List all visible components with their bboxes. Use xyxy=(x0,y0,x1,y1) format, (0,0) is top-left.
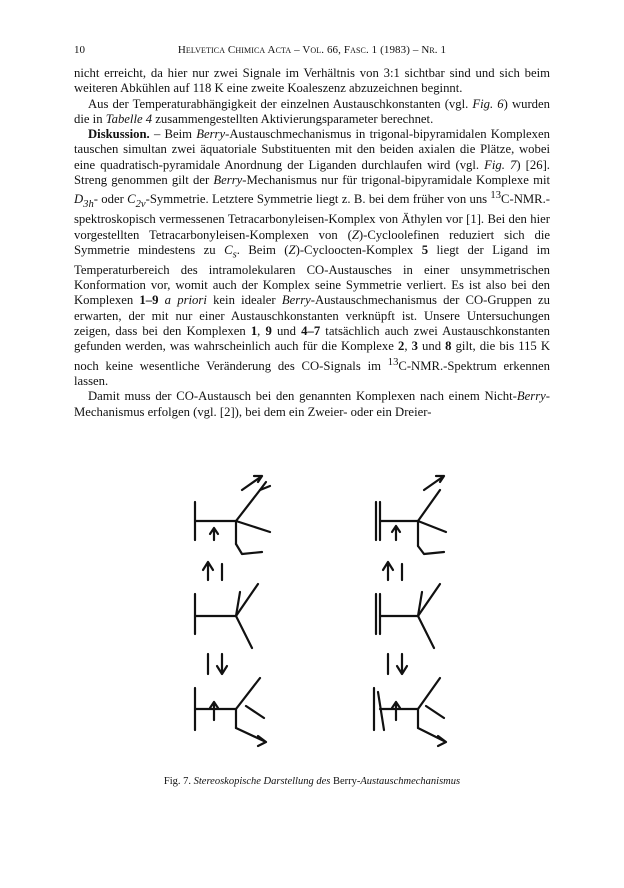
running-header xyxy=(74,44,550,60)
paragraph-2: Aus der Temperaturabhängigkeit der einzelnen Austauschkonstanten (vgl. Fig. 6) wurden die in Tabelle 4 zusammengestellten Aktivierungsparameter berechnet. xyxy=(74,96,551,126)
stereo-left xyxy=(195,476,270,746)
section-heading: Diskussion. xyxy=(88,127,150,142)
figure-berry-mechanism xyxy=(74,466,550,766)
paragraph-1: nicht erreicht, da hier nur zwei Signale im Verhältnis von 3:1 sichtbar sind und sich beim weiteren Abkühlen auf 118 K eine zweite Koaleszenz abzuzeichnen beginnt. xyxy=(74,66,550,96)
running-title: Helvetica Chimica Acta – Vol. 66, Fasc. 1 (1983) – Nr. 1 xyxy=(177,44,447,56)
paragraph-4: Damit muss der CO-Austausch bei den genannten Komplexen nach einem Nicht-Berry-Mechanismus erfolgen (vgl. [2]), bei dem ein Zweier- oder ein Dreier- xyxy=(74,389,550,419)
caption-label: Fig. 7. xyxy=(163,776,192,787)
main-text xyxy=(74,66,550,420)
stereo-right xyxy=(374,476,446,746)
stereo-drawing xyxy=(74,466,550,766)
paragraph-discussion: Diskussion. – Beim Berry-Austauschmechanismus in trigonal-bipyramidalen Komplexen tauschen simultan zwei äquatoriale Substituenten mit den beiden axialen die Plätze, wobei eine quadratisch-pyramidale Anordnung der Liganden durchlaufen wird (vgl. Fig. 7) [26]. Streng genommen gilt der Berry-Mechanismus nur für trigonal-bipyramidale Komplexe mit $D_{3h}-$ oder $C_{2v}$-Symmetrie. Letztere Symmetrie liegt z. B. bei dem früher von uns $^{13}$C-NMR.-spektroskopisch vermessenen Tetracarbonyleisen-Komplex von Äthylen vor [1]. Bei den hier vorgestellten Tetracarbonyleisen-Komplexen von (Z)-Cycloolefinen reduziert sich die Symmetrie mindestens zu $C_s$. Beim (Z)-Cycloocten-Komplex 5 liegt der Ligand im Temperaturbereich des intramolekularen CO-Austausches in einer unsymmetrischen Konformation vor, womit auch der Komplex seine Symmetrie verliert. Es ist also bei den Komplexen 1–9 a priori kein idealer Berry-Austauschmechanismus der CO-Gruppen zu erwarten, der mit nur einer Austauschkonstanten verknüpft ist. Unsere Untersuchungen zeigen, dass bei den Komplexen 1, 9 und 4–7 tatsächlich auch zwei Austauschkonstanten gefunden werden, was wahrscheinlich auch für die Komplexe 2, 3 und 8 gilt, die bis 115 K noch keine wesentliche Veränderung des CO-Signals im $^{13}$C-NMR.-Spektrum erkennen lassen. xyxy=(74,127,551,389)
page-number: 10 xyxy=(74,44,85,56)
figure-caption: Fig. 7. Stereoskopische Darstellung des Berry-Austauschmechanismus xyxy=(163,776,461,787)
